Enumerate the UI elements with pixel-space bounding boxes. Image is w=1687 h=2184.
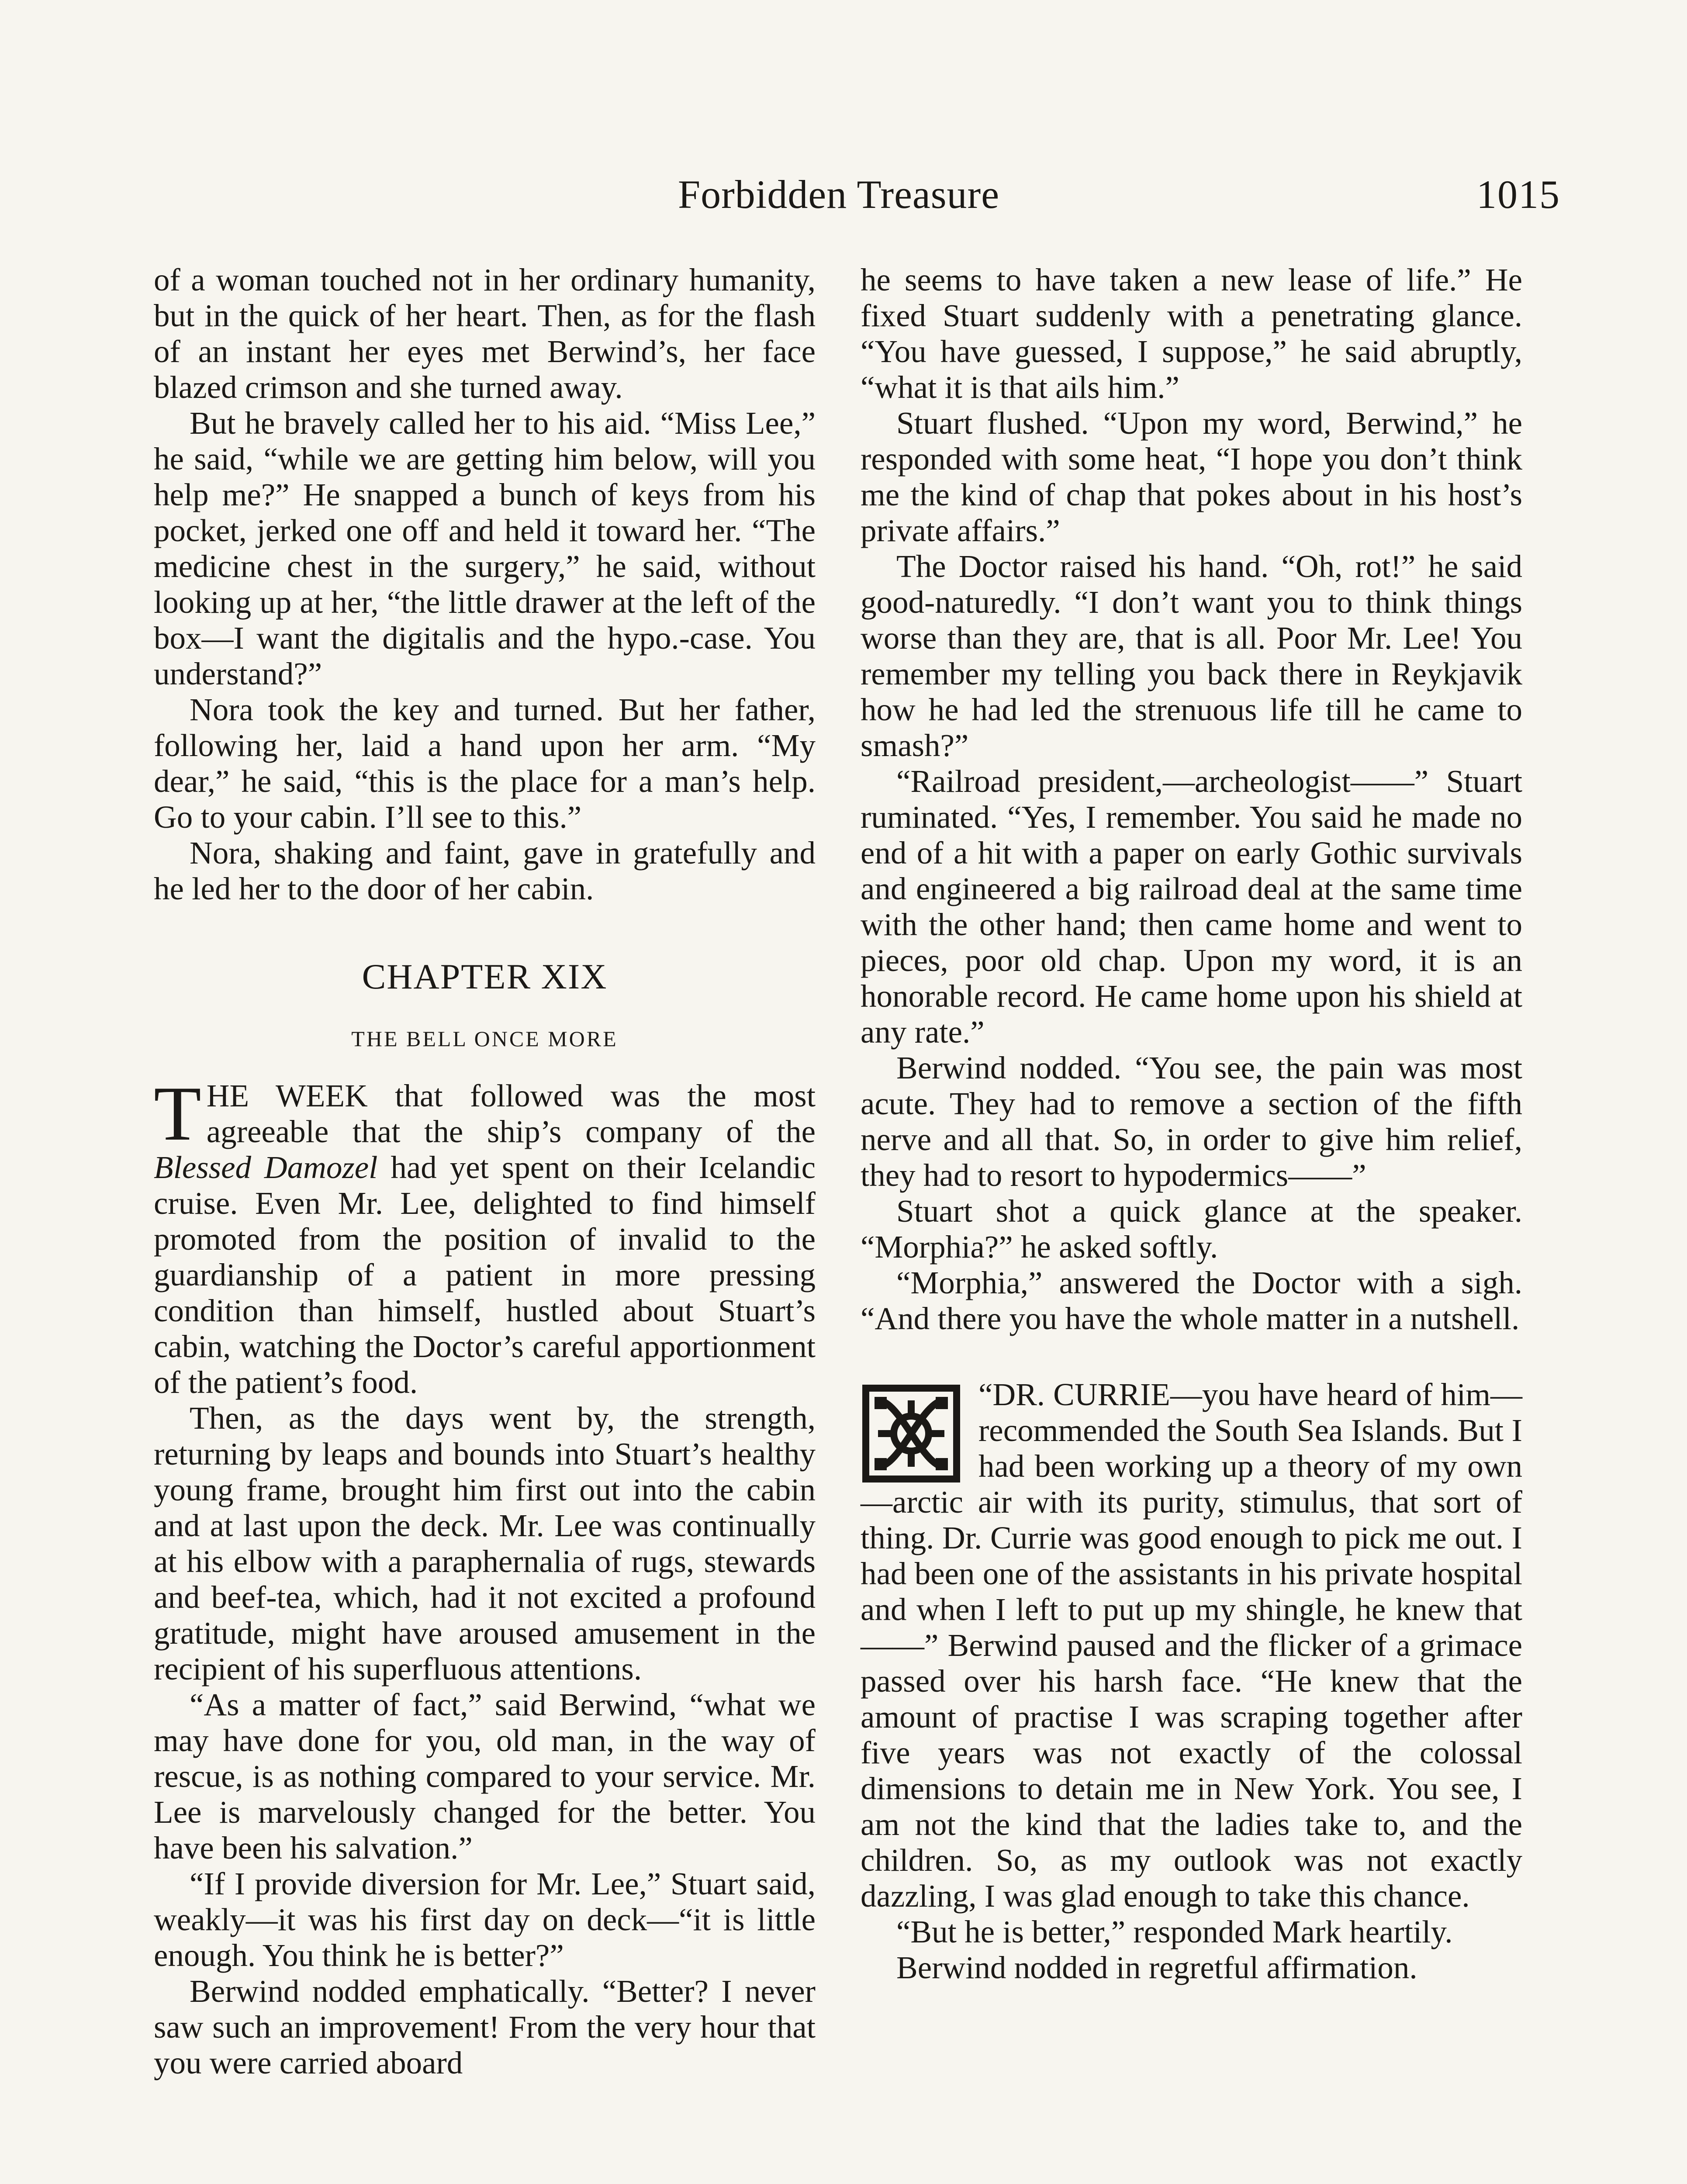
- paragraph: Berwind nodded. “You see, the pain was most acute. They had to remove a section of the fifth nerve and all that. So, in order to give him relief, they had to resort to hypodermics——”: [861, 1050, 1522, 1193]
- celtic-knot-icon: [861, 1383, 962, 1484]
- paragraph: Nora, shaking and faint, gave in gratefully and he led her to the door of her cabin.: [154, 835, 816, 906]
- paragraph: Stuart shot a quick glance at the speaker. “Morphia?” he asked softly.: [861, 1193, 1522, 1265]
- paragraph: Then, as the days went by, the strength, returning by leaps and bounds into Stuart’s healthy young frame, brought him first out into the cabin and at last upon the deck. Mr. Lee was continually at his elbow with a paraphernalia of rugs, stewards and beef-tea, which, had it not excited a profound gratitude, might have aroused amusement in the recipient of his superfluous attentions.: [154, 1400, 816, 1686]
- paragraph: Berwind nodded in regretful affirmation.: [896, 1950, 1417, 1985]
- section-break: [861, 1337, 1522, 1377]
- paragraph-text: had yet spent on their Icelandic cruise. Even Mr. Lee, delighted to find himself promoted from the position of invalid to the guardianship of a patient in more pressing condition than himself, hustled about Stuart’s cabin, watching the Doctor’s careful apportionment of the patient’s food.: [154, 1150, 816, 1400]
- paragraph: The Doctor raised his hand. “Oh, rot!” he said good-naturedly. “I don’t want you to think things worse than they are, that is all. Poor Mr. Lee! You remember my telling you back there in Reykjavik how he had led the strenuous life till he came to smash?”: [861, 549, 1522, 763]
- paragraph: “But he is better,” responded Mark heartily.: [896, 1914, 1453, 1949]
- page-number: 1015: [1476, 172, 1560, 217]
- paragraph: “Morphia,” answered the Doctor with a sigh. “And there you have the whole matter in a nutshell.: [861, 1265, 1522, 1336]
- chapter-title: CHAPTER XIX: [362, 957, 608, 996]
- ornament-paragraph: [861, 1377, 1522, 1914]
- chapter-subtitle: THE BELL ONCE MORE: [351, 1026, 618, 1051]
- ship-name: Blessed Damozel: [154, 1150, 378, 1185]
- left-column: [154, 262, 816, 2081]
- opening-paragraph: [154, 1070, 816, 1400]
- paragraph: “As a matter of fact,” said Berwind, “what we may have done for you, old man, in the way of rescue, is as nothing compared to your service. Mr. Lee is marvelously changed for the better. You have been his salvation.”: [154, 1687, 816, 1866]
- paragraph: “Railroad president,—archeologist——” Stuart ruminated. “Yes, I remember. You said he made no end of a hit with a paper on early Gothic survivals and engineered a big railroad deal at the same time with the other hand; then came home and went to pieces, poor old chap. Upon my word, it is an honorable record. He came home upon his shield at any rate.”: [861, 764, 1522, 1050]
- paragraph-text: “DR. CURRIE—you have heard of him—recommended the South Sea Islands. But I had been working up a theory of my own—arctic air with its purity, stimulus, that sort of thing. Dr. Currie was good enough to pick me out. I had been one of the assistants in his private hospital and when I left to put up my shingle, he knew that——” Berwind paused and the flicker of a grimace passed over his harsh face. “He knew that the amount of practise I was scraping together after five years was not exactly of the colossal dimensions to detain me in New York. You see, I am not the kind that the ladies take to, and the children. So, as my outlook was not exactly dazzling, I was glad enough to take this chance.: [861, 1377, 1522, 1914]
- paragraph: “If I provide diversion for Mr. Lee,” Stuart said, weakly—it was his first day on deck—“it is little enough. You think he is better?”: [154, 1866, 816, 1973]
- paragraph: he seems to have taken a new lease of life.” He fixed Stuart suddenly with a penetrating glance. “You have guessed, I suppose,” he said abruptly, “what it is that ails him.”: [861, 262, 1522, 405]
- paragraph: But he bravely called her to his aid. “Miss Lee,” he said, “while we are getting him below, will you help me?” He snapped a bunch of keys from his pocket, jerked one off and held it toward her. “The medicine chest in the surgery,” he said, without looking up at her, “the little drawer at the left of the box—I want the digitalis and the hypo.-case. You understand?”: [154, 405, 816, 691]
- paragraph: Berwind nodded emphatically. “Better? I never saw such an improvement! From the very hour that you were carried aboard: [154, 1973, 816, 2080]
- paragraph: Stuart flushed. “Upon my word, Berwind,” he responded with some heat, “I hope you don’t think me the kind of chap that pokes about in his host’s private affairs.”: [861, 405, 1522, 548]
- paragraph-text: HE WEEK that followed was the most agreeable that the ship’s company of the: [206, 1078, 816, 1149]
- drop-cap: T: [154, 1070, 201, 1157]
- right-column: [861, 262, 1522, 1986]
- paragraph: Nora took the key and turned. But her father, following her, laid a hand upon her arm. “My dear,” he said, “this is the place for a man’s help. Go to your cabin. I’ll see to this.”: [154, 692, 816, 835]
- running-title: Forbidden Treasure: [678, 172, 1000, 217]
- paragraph: of a woman touched not in her ordinary humanity, but in the quick of her heart. Then, as for the flash of an instant her eyes met Berwind’s, her face blazed crimson and she turned away.: [154, 262, 816, 405]
